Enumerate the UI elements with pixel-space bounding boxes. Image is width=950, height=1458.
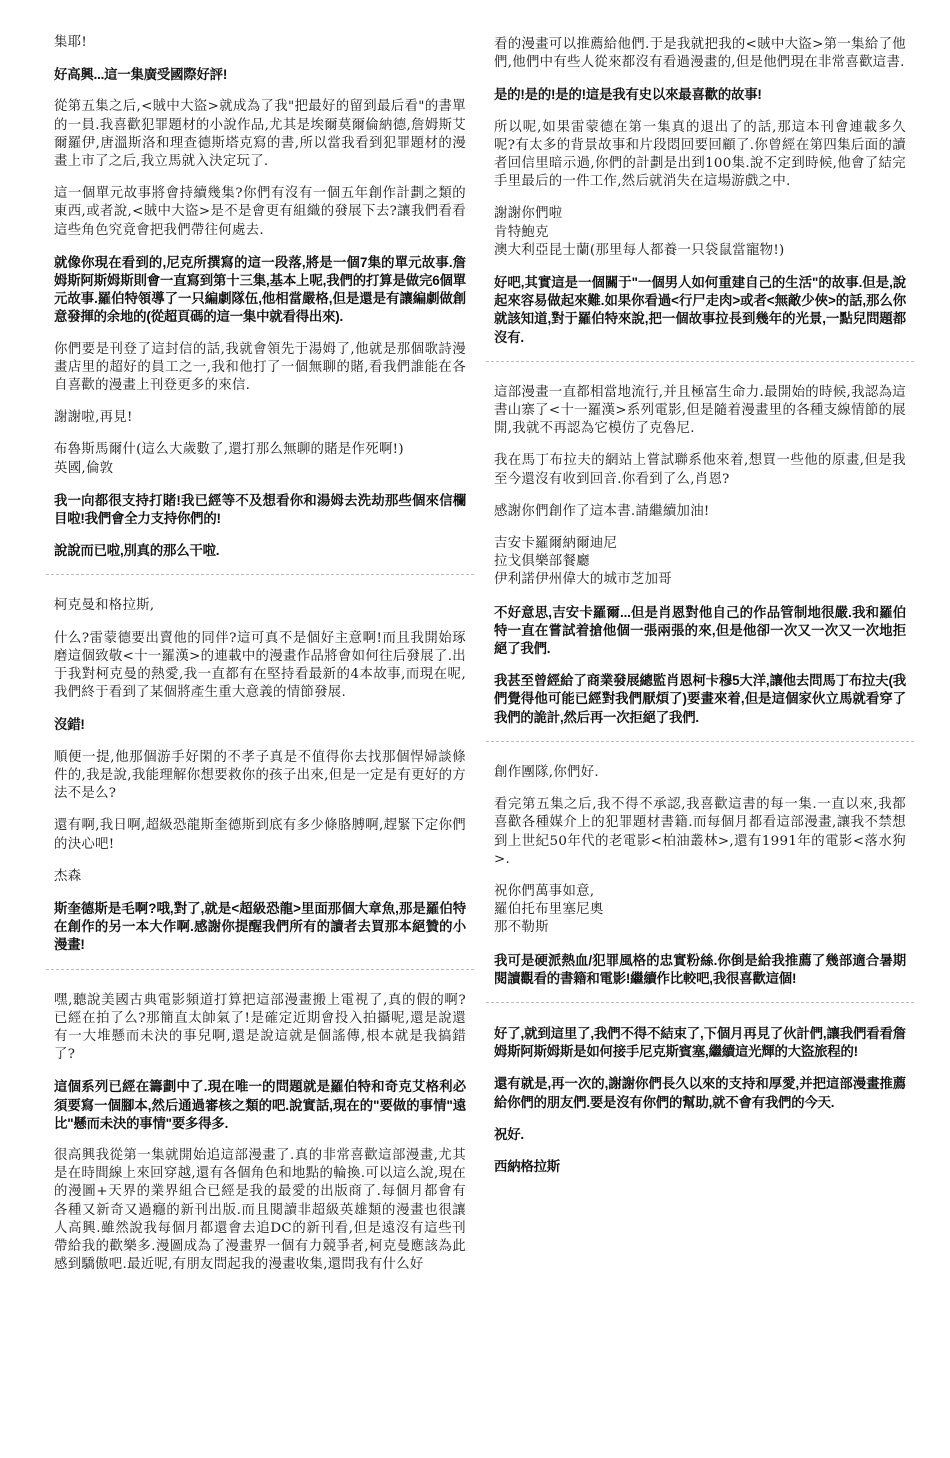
section-divider xyxy=(486,1002,914,1003)
section-divider xyxy=(46,969,474,970)
reader-letter: 吉安卡羅爾納爾迪尼 拉戈俱樂部餐廳 伊利諾伊州偉大的城市芝加哥 xyxy=(494,536,672,588)
editor-reply: 這個系列已經在籌劃中了.現在唯一的問題就是羅伯特和奇克艾格利必須要寫一個腳本,然后通過審核之類的吧.說實話,現在的"要做的事情"遠比"懸而未決的事情"要多得多. xyxy=(54,1079,466,1131)
reader-letter: 我在馬丁布拉夫的網站上嘗試聯系他來着,想買一些他的原畫,但是我至今還沒有收到回音.你看到了么,肖恩? xyxy=(494,453,906,487)
editor-reply: 祝好. xyxy=(494,1126,524,1142)
editor-reply: 沒錯! xyxy=(54,717,85,733)
reader-letter: 看完第五集之后,我不得不承認,我喜歡這書的每一集.一直以來,我都喜歡各種媒介上的犯罪題材書籍.而每個月都看這部漫畫,讓我不禁想到上世紀50年代的老電影<柏油叢林>,還有1991年的電影<落水狗>. xyxy=(494,797,906,867)
reader-letter: 順便一提,他那個游手好閑的不孝子真是不值得你去找那個悍婦談條件的,我是說,我能理解你想要救你的孩子出來,但是一定是有更好的方法不是么? xyxy=(54,749,466,802)
reader-letter: 祝你們萬事如意, 羅伯托布里塞尼奧 那不勒斯 xyxy=(494,883,604,936)
editor-reply: 就像你現在看到的,尼克所撰寫的這一段落,將是一個7集的單元故事.詹姆斯阿斯姆斯則會一直寫到第十三集,基本上呢,我們的打算是做完6個單元故事.羅伯特領導了一只編劇隊伍,他相當嚴格,但是還是有讓編劇做創意發揮的余地的(從超頁碼的這一集中就看得出來). xyxy=(54,254,466,325)
section-divider xyxy=(486,741,914,742)
reader-letter: 集耶! xyxy=(54,35,88,50)
editor-reply: 說說而已啦,別真的那么干啦. xyxy=(54,543,220,559)
reader-letter: 柯克曼和格拉斯, xyxy=(54,598,155,614)
editor-reply: 好高興...這一集廣受國際好評! xyxy=(54,67,228,83)
reader-letter: 謝謝啦,再見! xyxy=(54,410,133,426)
editor-reply: 是的!是的!是的!這是我有史以來最喜歡的故事! xyxy=(494,87,762,103)
editor-reply: 西納格拉斯 xyxy=(494,1158,560,1174)
section-divider xyxy=(46,574,474,575)
reader-letter: 看的漫畫可以推薦給他們.于是我就把我的<賊中大盜>第一集給了他們,他們中有些人從來都沒有看過漫畫的,但是他們現在非常喜歡這書. xyxy=(494,37,906,71)
reader-letter: 所以呢,如果雷蒙德在第一集真的退出了的話,那這本刊會連載多久呢?有太多的背景故事和片段悶回要回顧了.你曾經在第四集后面的讀者回信里暗示過,你們的計劃是出到100集.說不定到時候,他會了結完手里最后的一件工作,然后就消失在這場游戲之中. xyxy=(494,119,906,190)
reader-letter: 感謝你們創作了這本書.請繼續加油! xyxy=(494,503,710,519)
reader-letter: 杰森 xyxy=(54,868,82,884)
editor-reply: 還有就是,再一次的,謝謝你們長久以來的支持和厚愛,并把這部漫畫推薦給你們的朋友們.要是沒有你們的幫助,就不會有我們的今天. xyxy=(494,1076,906,1110)
editor-reply: 我甚至曾經給了商業發展總監肖恩柯卡穆5大洋,讓他去問馬丁布拉夫(我們覺得他可能已經對我們厭煩了)要畫來着,但是這個家伙立馬就看穿了我們的詭計,然后再一次拒絕了我們. xyxy=(494,673,906,725)
reader-letter: 布魯斯馬爾什(這么大歲數了,還打那么無聊的賭是作死啊!) 英國,倫敦 xyxy=(54,442,404,476)
editor-reply: 我一向都很支持打賭!我已經等不及想看你和湯姆去洗劫那些個來信欄目啦!我們會全力支持你們的! xyxy=(54,492,466,527)
editor-reply: 斯奎德斯是毛啊?哦,對了,就是<超級恐龍>里面那個大章魚,那是羅伯特在創作的另一本大作啊.感謝你提醒我們所有的讀者去買那本絕贊的小漫畫! xyxy=(54,900,466,953)
editor-reply: 我可是硬派熱血/犯罪風格的忠實粉絲.你倒是給我推薦了幾部適合暑期閱讀觀看的書籍和電影!繼續作比較吧,我很喜歡這個! xyxy=(494,952,906,986)
reader-letter: 你們要是刊登了這封信的話,我就會領先于湯姆了,他就是那個歌詩漫畫店里的超好的員工之一,我和他打了一個無聊的賭,看我們誰能在各自喜歡的漫畫上刊登更多的來信. xyxy=(54,341,466,394)
reader-letter: 這一個單元故事將會持續幾集?你們有沒有一個五年創作計劃之類的東西,或者說,<賊中大盜>是不是會更有組織的發展下去?讓我們看看這些角色究竟會把我們帶往何處去. xyxy=(54,186,466,238)
reader-letter: 創作團隊,你們好. xyxy=(494,764,599,780)
reader-letter: 還有啊,我日啊,超級恐龍斯奎德斯到底有多少條胳膊啊,趕緊下定你們的決心吧! xyxy=(54,818,466,852)
reader-letter: 很高興我從第一集就開始追這部漫畫了.真的非常喜歡這部漫畫,尤其是在時間線上來回穿越,還有各個角色和地點的輪換.可以這么說,現在的漫圖+天界的業界組合已經是我的最愛的出版商了.每個月都會有各種又新奇又過癮的新刊出版.而且閱讀非超級英雄類的漫畫也很讓人高興.雖然說我每個月都還會去追DC的新刊看,但是遠沒有這些刊帶給我的歡樂多.漫圖成為了漫畫界一個有力競爭者,柯克曼應該為此感到驕傲吧.最近呢,有朋友問起我的漫畫收集,還問我有什么好 xyxy=(54,1147,466,1273)
left-column xyxy=(54,34,466,1288)
editor-reply: 不好意思,吉安卡羅爾...但是肖恩對他自己的作品管制地很嚴.我和羅伯特一直在嘗試着搶他個一張兩張的來,但是他卻一次又一次又一次地拒絕了我們. xyxy=(494,604,906,657)
section-divider xyxy=(486,361,914,362)
reader-letter: 什么?雷蒙德要出賣他的同伴?這可真不是個好主意啊!而且我開始琢磨這個致敬<十一羅漢>的連載中的漫畫作品將會如何往后發展了.出于我對柯克曼的熱愛,我一直都有在堅持看最新的4本故事,而現在呢,我們終于看到了某個將產生重大意義的情節發展. xyxy=(54,630,466,701)
reader-letter: 這部漫畫一直都相當地流行,并且極富生命力.最開始的時候,我認為這書山寨了<十一羅漢>系列電影,但是隨着漫畫里的各種支線情節的展開,我就不再認為它模仿了克魯尼. xyxy=(494,384,906,437)
reader-letter: 謝謝你們啦 肯特鮑克 澳大利亞昆士蘭(那里每人都養一只袋鼠當寵物!) xyxy=(494,206,785,258)
editor-reply: 好了,就到這里了,我們不得不結束了,下個月再見了伙計們,讓我們看看詹姆斯阿斯姆斯是如何接手尼克斯賓塞,繼續這光輝的大盜旅程的! xyxy=(494,1025,906,1060)
reader-letter: 嘿,聽說美國古典電影頻道打算把這部漫畫搬上電視了,真的假的啊?已經在拍了么?那簡直太帥氣了!是確定近期會投入拍攝呢,還是說還有一大堆懸而未決的事兒啊,還是說這就是個謠傳,根本就是我搞錯了? xyxy=(54,992,466,1063)
reader-letter: 從第五集之后,<賊中大盜>就成為了我"把最好的留到最后看"的書單的一員.我喜歡犯罪題材的小說作品,尤其是埃爾莫爾倫納德,詹姆斯艾爾羅伊,唐溫斯洛和理查德斯塔克寫的書,所以當我看到犯罪題材的漫畫上市了之后,我立馬就入決定玩了. xyxy=(54,99,466,170)
editor-reply: 好吧,其實這是一個關于"一個男人如何重建自己的生活"的故事.但是,說起來容易做起來難.如果你看過<行尸走肉>或者<無敵少俠>的話,那么你就該知道,對于羅伯特來說,把一個故事拉長到幾年的光景,一點兒問題都沒有. xyxy=(494,275,906,345)
right-column xyxy=(494,36,906,1190)
